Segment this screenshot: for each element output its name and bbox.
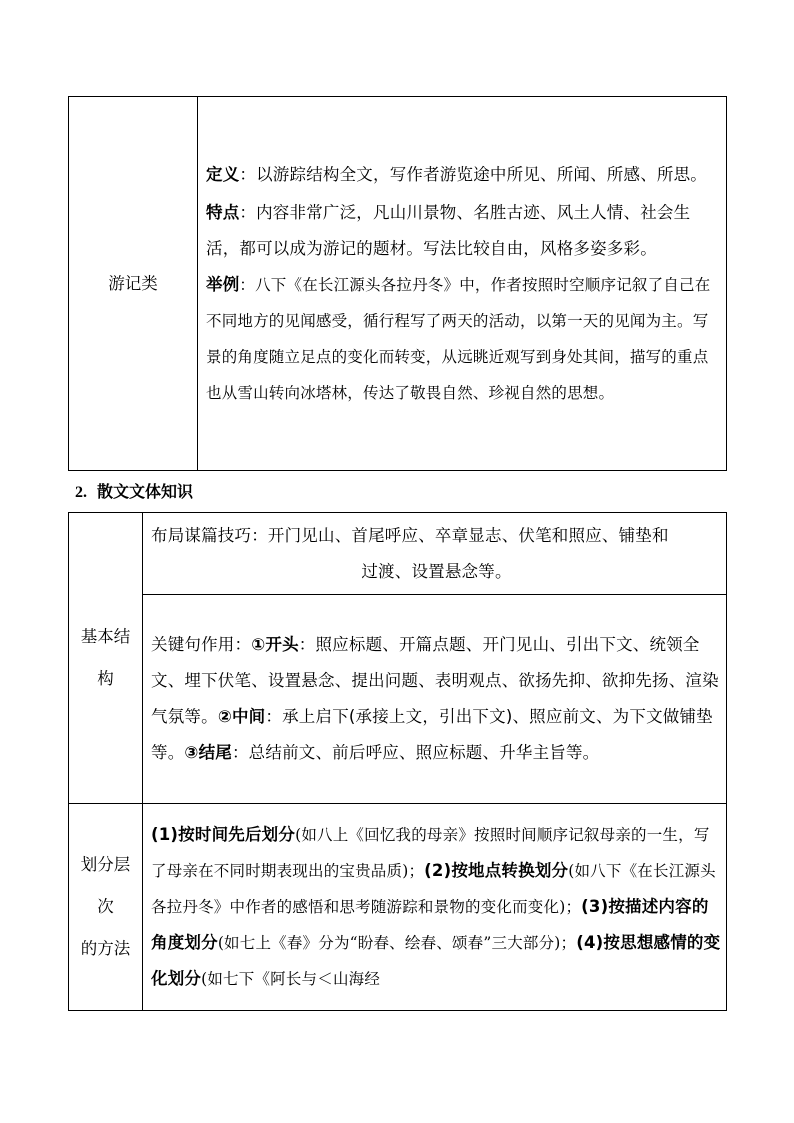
- key-sentence-cell: [143, 595, 727, 804]
- method2-text: (如八下《在长江源头各拉丹冬》中作者的感悟和思考随游踪和景物的变化而变化)；: [151, 862, 716, 916]
- category-division-line2: 次: [97, 897, 114, 916]
- method3-label: (3)按描述内容的角度划分: [151, 897, 709, 952]
- definition-paragraph: [206, 157, 722, 193]
- key-sentence-colon: ：: [234, 635, 252, 654]
- section-heading: [75, 479, 193, 506]
- method3-text: (如七上《春》分为“盼春、绘春、颂春”三大部分)；: [217, 934, 577, 952]
- prose-structure-table: [68, 512, 727, 1011]
- layout-cell: [143, 513, 727, 595]
- travel-notes-table: [68, 96, 727, 471]
- method1-label: (1)按时间先后划分: [151, 825, 296, 844]
- features-label: 特点: [206, 202, 240, 222]
- category-division-line3: 的方法: [80, 939, 131, 958]
- definition-label: 定义: [206, 164, 240, 184]
- layout-row: [69, 513, 727, 595]
- division-row: [69, 804, 727, 1011]
- category-label: 游记类: [108, 273, 158, 293]
- example-paragraph: [206, 267, 722, 411]
- layout-label: 布局谋篇技巧: [151, 525, 252, 545]
- key-sentence-row: [69, 595, 727, 804]
- method4-text: (如七下《阿长与＜山海经: [201, 970, 381, 988]
- category-basic-structure-line1: 基本结: [80, 627, 131, 646]
- middle-text: ：承上启下(承接上文，引出下文)、照应前文、为下文做铺垫等。: [151, 707, 713, 762]
- method2-label: (2)按地点转换划分: [424, 861, 569, 880]
- travel-notes-content: [198, 97, 727, 471]
- layout-text-line1: ：开门见山、首尾呼应、卒章显志、伏笔和照应、铺垫和: [251, 525, 669, 545]
- key-sentence-label: 关键句作用: [151, 635, 235, 654]
- method4-label: (4)按思想感情的变化划分: [151, 933, 721, 988]
- category-basic-structure-line2: 构: [97, 669, 114, 688]
- opening-text: ：照应标题、开篇点题、开门见山、引出下文、统领全文、埋下伏笔、设置悬念、提出问题、表明观点、欲扬先抑、欲抑先扬、渲染气氛等。: [151, 635, 719, 726]
- features-text: ：内容非常广泛，凡山川景物、名胜古迹、风土人情、社会生活，都可以成为游记的题材。写法比较自由，风格多姿多彩。: [206, 202, 691, 258]
- key-sentence-paragraph: [151, 627, 722, 771]
- opening-label: ①开头: [251, 635, 299, 654]
- category-basic-structure: [69, 513, 143, 804]
- layout-text-line2: 过渡、设置悬念等。: [361, 561, 512, 581]
- category-division-method: [69, 804, 143, 1011]
- section-number: 2.: [75, 484, 87, 501]
- travel-notes-row: [69, 97, 727, 471]
- section-title: 散文文体知识: [97, 482, 194, 501]
- ending-text: ：总结前文、前后呼应、照应标题、升华主旨等。: [231, 743, 600, 762]
- example-label: 举例: [206, 274, 240, 294]
- category-travel-notes: [69, 97, 198, 471]
- method1-text: (如八上《回忆我的母亲》按照时间顺序记叙母亲的一生，写了母亲在不同时期表现出的宝贵品质)；: [151, 826, 710, 880]
- ending-label: ③结尾: [184, 743, 232, 762]
- features-paragraph: [206, 195, 722, 267]
- layout-line2: [151, 554, 722, 590]
- layout-line1: [151, 518, 722, 554]
- middle-label: ②中间: [217, 707, 266, 726]
- division-cell: [143, 804, 727, 1011]
- example-text: ：八下《在长江源头各拉丹冬》中，作者按照时空顺序记叙了自己在不同地方的见闻感受，循行程写了两天的活动，以第一天的见闻为主。写景的角度随立足点的变化而转变，从远眺近观写到身处其间，描写的重点也从雪山转向冰塔林，传达了敬畏自然、珍视自然的思想。: [206, 275, 711, 402]
- division-paragraph: [151, 817, 722, 997]
- definition-text: ：以游踪结构全文，写作者游览途中所见、所闻、所感、所思。: [239, 164, 708, 184]
- category-division-line1: 划分层: [80, 855, 131, 874]
